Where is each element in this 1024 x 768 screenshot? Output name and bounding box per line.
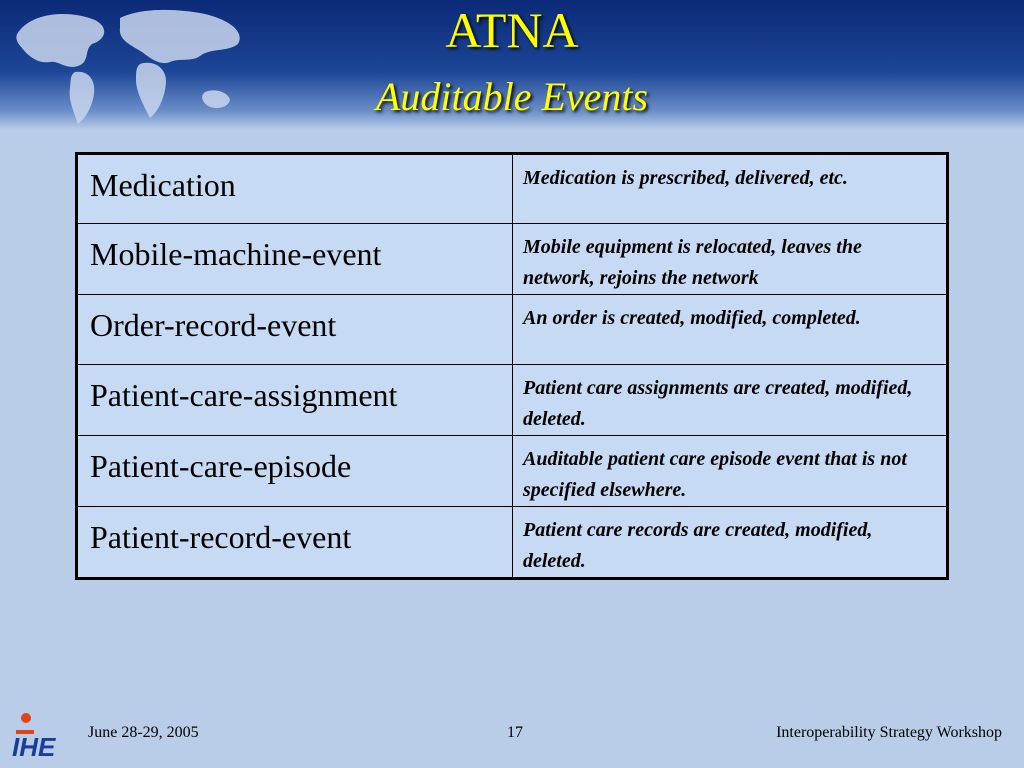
event-name: Patient-care-assignment bbox=[77, 365, 513, 436]
ihe-logo bbox=[8, 708, 78, 760]
page-number: 17 bbox=[507, 724, 523, 741]
footer-date: June 28-29, 2005 bbox=[88, 724, 199, 741]
event-name: Order-record-event bbox=[77, 295, 513, 365]
event-description: Auditable patient care episode event that is not specified elsewhere. bbox=[513, 436, 948, 507]
event-description: An order is created, modified, completed. bbox=[513, 295, 948, 365]
slide-title: ATNA bbox=[445, 2, 579, 58]
event-name: Medication bbox=[77, 154, 513, 224]
footer-event-name: Interoperability Strategy Workshop bbox=[776, 724, 1002, 741]
table-row bbox=[77, 365, 948, 436]
table-row bbox=[77, 224, 948, 295]
table-row bbox=[77, 507, 948, 579]
event-description: Medication is prescribed, delivered, etc. bbox=[513, 154, 948, 224]
table-row bbox=[77, 436, 948, 507]
event-description: Mobile equipment is relocated, leaves the network, rejoins the network bbox=[513, 224, 948, 295]
event-name: Patient-record-event bbox=[77, 507, 513, 579]
event-name: Patient-care-episode bbox=[77, 436, 513, 507]
auditable-events-table bbox=[75, 152, 949, 580]
event-description: Patient care assignments are created, modified, deleted. bbox=[513, 365, 948, 436]
table-row bbox=[77, 154, 948, 224]
table-row bbox=[77, 295, 948, 365]
slide-subtitle: Auditable Events bbox=[375, 74, 649, 119]
svg-text:IHE: IHE bbox=[12, 732, 56, 760]
event-name: Mobile-machine-event bbox=[77, 224, 513, 295]
event-description: Patient care records are created, modified, deleted. bbox=[513, 507, 948, 579]
